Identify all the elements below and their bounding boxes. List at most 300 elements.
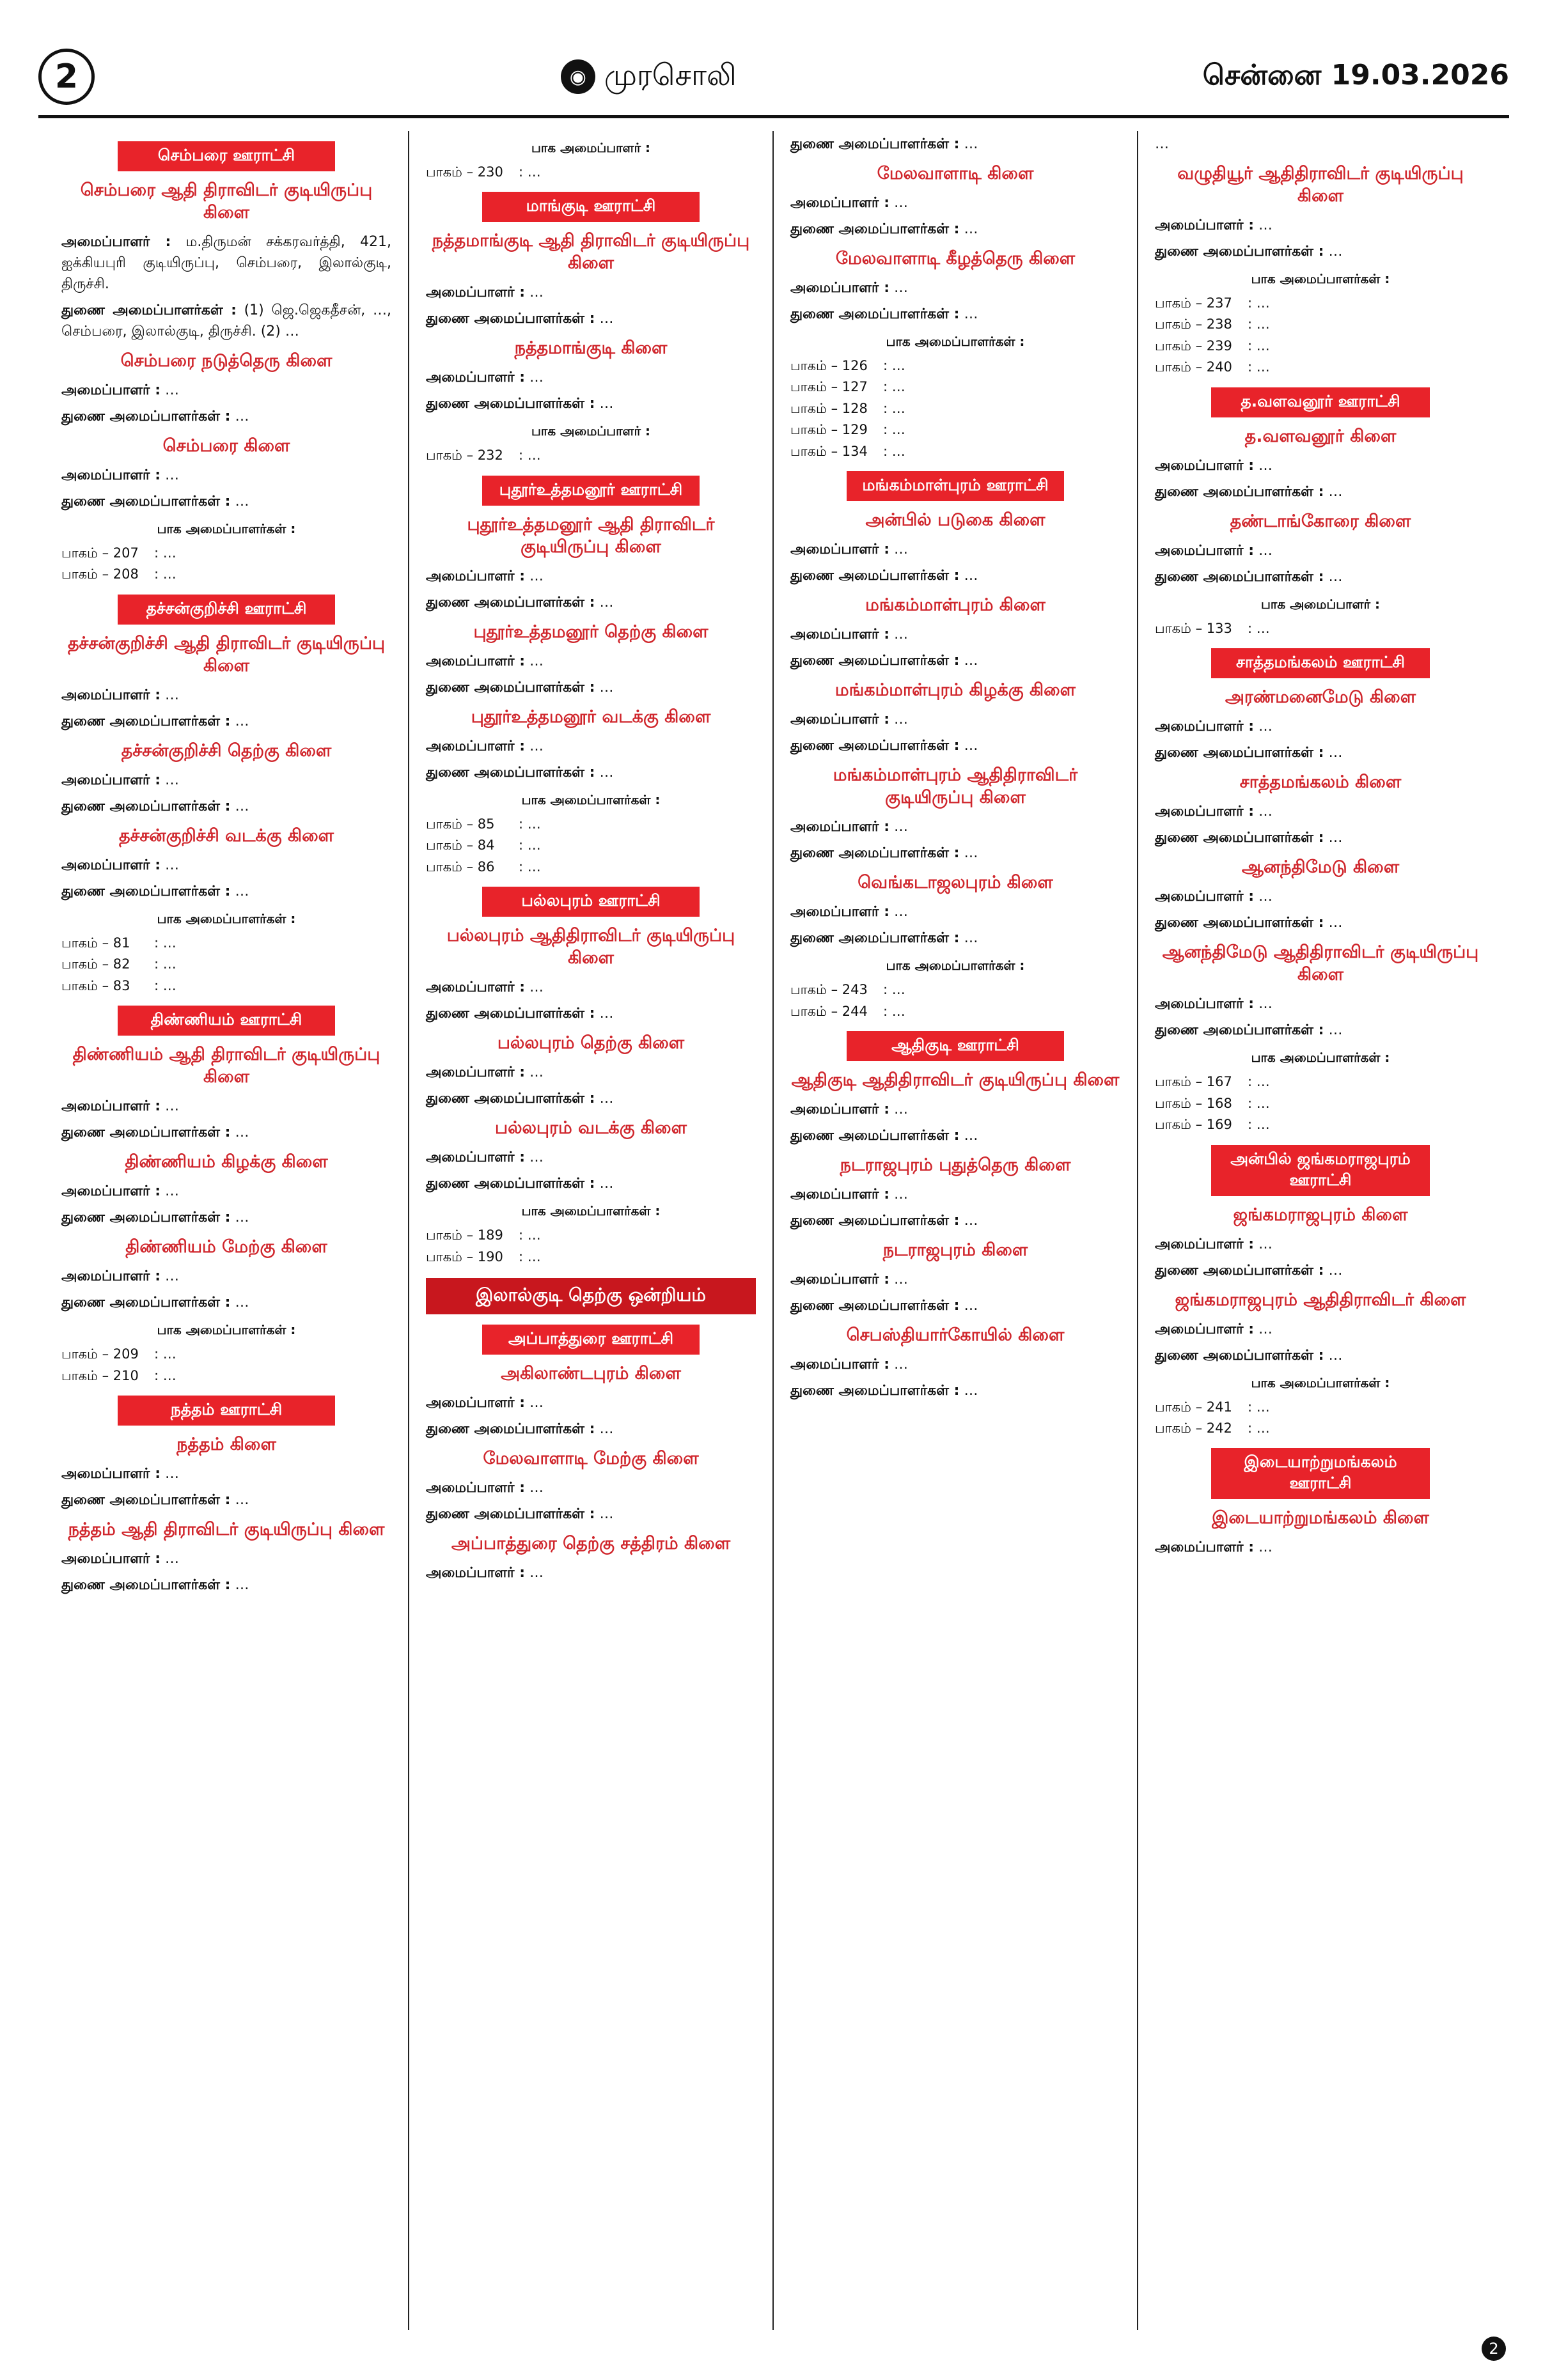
deputy-organizers-entry bbox=[61, 491, 391, 512]
role-label: துணை அமைப்பாளர்கள் : bbox=[61, 1124, 231, 1141]
part-number: பாகம் – 232 bbox=[426, 447, 503, 463]
role-label: அமைப்பாளர் : bbox=[426, 653, 526, 669]
part-entry bbox=[426, 1225, 756, 1245]
organizer-entry bbox=[61, 1181, 391, 1202]
organizer-entry bbox=[1155, 1234, 1486, 1255]
entry-text: … bbox=[235, 1492, 249, 1509]
part-text: : … bbox=[1248, 295, 1270, 311]
entry-text: … bbox=[235, 713, 249, 729]
role-label: அமைப்பாளர் : bbox=[426, 568, 526, 584]
entry-text: … bbox=[1328, 915, 1343, 931]
entry-text: … bbox=[894, 1272, 909, 1288]
part-text: : … bbox=[883, 443, 905, 459]
role-label: அமைப்பாளர் : bbox=[61, 234, 171, 250]
entry-text: … bbox=[165, 1551, 180, 1567]
organizer-entry bbox=[426, 1562, 756, 1583]
part-entry bbox=[1155, 619, 1486, 638]
part-entry bbox=[426, 162, 756, 182]
entry-text: … bbox=[529, 1395, 544, 1412]
organizer-entry bbox=[1155, 1319, 1486, 1340]
deputy-organizers-entry bbox=[426, 1419, 756, 1440]
branch-heading: தச்சன்குறிச்சி தெற்கு கிளை bbox=[121, 740, 332, 761]
organizer-entry bbox=[790, 816, 1120, 837]
role-label: துணை அமைப்பாளர்கள் : bbox=[790, 221, 960, 237]
branch-heading: தச்சன்குறிச்சி ஆதி திராவிடர் குடியிருப்பு கிளை bbox=[67, 633, 386, 676]
role-label: துணை அமைப்பாளர்கள் : bbox=[1155, 915, 1324, 931]
organizer-entry bbox=[61, 465, 391, 486]
deputy-organizers-entry bbox=[61, 711, 391, 732]
entry-text: … bbox=[1258, 996, 1273, 1013]
part-entry bbox=[61, 1366, 391, 1385]
deputy-organizers-entry bbox=[1155, 241, 1486, 262]
part-heading: பாக அமைப்பாளர்கள் : bbox=[157, 910, 296, 926]
role-label: துணை அமைப்பாளர்கள் : bbox=[790, 1128, 960, 1144]
branch-heading: வெங்கடாஜலபுரம் கிளை bbox=[858, 873, 1053, 893]
part-text: : … bbox=[154, 545, 176, 561]
panchayat-heading: இடையாற்றுமங்கலம் ஊராட்சி bbox=[1211, 1448, 1429, 1499]
union-heading: இலால்குடி தெற்கு ஒன்றியம் bbox=[426, 1278, 756, 1314]
role-label: அமைப்பாளர் : bbox=[61, 857, 161, 873]
entry-text: … bbox=[894, 541, 909, 558]
organizer-entry bbox=[1155, 716, 1486, 737]
entry-text: … bbox=[529, 1480, 544, 1497]
part-text: : … bbox=[883, 400, 905, 416]
entry-text: … bbox=[894, 712, 909, 728]
branch-heading: வழுதியூர் ஆதிதிராவிடர் குடியிருப்பு கிளை bbox=[1177, 164, 1464, 206]
entry-text: … bbox=[599, 1091, 614, 1107]
branch-heading: மங்கம்மாள்புரம் கிளை bbox=[865, 595, 1046, 616]
part-heading: பாக அமைப்பாளர்கள் : bbox=[521, 791, 661, 807]
entry-text: … bbox=[964, 221, 978, 237]
organizer-entry bbox=[1155, 993, 1486, 1015]
branch-heading: மேலவாளாடி கீழத்தெரு கிளை bbox=[835, 249, 1076, 268]
entry-text: … bbox=[1328, 568, 1343, 585]
role-label: அமைப்பாளர் : bbox=[1155, 996, 1255, 1013]
role-label: துணை அமைப்பாளர்கள் : bbox=[426, 679, 595, 696]
deputy-organizers-entry bbox=[61, 1292, 391, 1313]
role-label: துணை அமைப்பாளர்கள் : bbox=[1155, 745, 1324, 761]
panchayat-heading: நத்தம் ஊராட்சி bbox=[118, 1396, 335, 1426]
dateline: சென்னை 19.03.2026 bbox=[1202, 58, 1509, 91]
organizer-entry bbox=[790, 539, 1120, 560]
branch-heading: மேலவாளாடி கிளை bbox=[877, 164, 1034, 183]
organizer-entry bbox=[61, 1548, 391, 1569]
part-heading: பாக அமைப்பாளர்கள் : bbox=[157, 1322, 296, 1338]
organizer-entry bbox=[790, 901, 1120, 922]
role-label: அமைப்பாளர் : bbox=[426, 1480, 526, 1497]
entry-text: … bbox=[529, 979, 544, 996]
part-entry bbox=[1155, 357, 1486, 377]
entry-text: … bbox=[1258, 1539, 1273, 1556]
part-entry bbox=[790, 377, 1120, 396]
panchayat-heading: திண்ணியம் ஊராட்சி bbox=[118, 1006, 335, 1036]
branch-heading: செபஸ்தியார்கோயில் கிளை bbox=[846, 1325, 1065, 1346]
entry-text: … bbox=[599, 764, 614, 781]
entry-text: … bbox=[235, 883, 249, 899]
role-label: அமைப்பாளர் : bbox=[426, 1149, 526, 1166]
deputy-organizers-entry bbox=[790, 304, 1120, 325]
organizer-entry bbox=[426, 282, 756, 303]
role-label: துணை அமைப்பாளர்கள் : bbox=[790, 306, 960, 322]
part-number: பாகம் – 208 bbox=[61, 566, 139, 582]
entry-text: … bbox=[529, 1064, 544, 1081]
deputy-organizers-entry bbox=[61, 1489, 391, 1511]
entry-text: … bbox=[529, 568, 544, 584]
panchayat-heading: சாத்தமங்கலம் ஊராட்சி bbox=[1211, 648, 1429, 678]
entry-text: … bbox=[599, 1506, 614, 1523]
panchayat-heading: தச்சன்குறிச்சி ஊராட்சி bbox=[118, 595, 335, 625]
deputy-organizers-entry bbox=[1155, 912, 1486, 933]
entry-text: … bbox=[964, 653, 978, 669]
part-text: : … bbox=[519, 447, 541, 463]
deputy-organizers-entry bbox=[790, 1295, 1120, 1316]
organizer-entry bbox=[790, 1184, 1120, 1205]
entry-text: … bbox=[964, 1128, 978, 1144]
role-label: அமைப்பாளர் : bbox=[61, 772, 161, 788]
part-text: : … bbox=[883, 379, 905, 395]
role-label: துணை அமைப்பாளர்கள் : bbox=[1155, 244, 1324, 260]
entry-text: … bbox=[1258, 457, 1273, 474]
deputy-organizers-entry bbox=[61, 1575, 391, 1596]
part-text: : … bbox=[154, 1367, 176, 1383]
entry-text: … bbox=[1328, 483, 1343, 500]
masthead-rule bbox=[38, 115, 1509, 118]
part-number: பாகம் – 190 bbox=[426, 1248, 503, 1264]
organizer-entry bbox=[426, 651, 756, 672]
deputy-organizers-entry bbox=[1155, 1345, 1486, 1366]
part-number: பாகம் – 129 bbox=[790, 422, 868, 438]
role-label: அமைப்பாளர் : bbox=[426, 1565, 526, 1582]
panchayat-heading: புதூர்உத்தமனூர் ஊராட்சி bbox=[482, 476, 700, 506]
part-number: பாகம் – 134 bbox=[790, 443, 868, 459]
entry-text: … bbox=[235, 798, 249, 814]
footer-page-marker: 2 bbox=[1482, 2337, 1506, 2361]
branch-heading: புதூர்உத்தமனூர் ஆதி திராவிடர் குடியிருப்பு கிளை bbox=[467, 514, 715, 557]
part-text: : … bbox=[519, 859, 541, 875]
part-entry bbox=[61, 1344, 391, 1364]
part-entry bbox=[790, 420, 1120, 439]
part-entry bbox=[1155, 1094, 1486, 1113]
part-text: : … bbox=[883, 982, 905, 998]
part-number: பாகம் – 243 bbox=[790, 982, 868, 998]
branch-heading: ஆனந்திமேடு ஆதிதிராவிடர் குடியிருப்பு கிளை bbox=[1162, 942, 1479, 985]
entry-text: … bbox=[894, 819, 909, 836]
entry-text: … bbox=[599, 594, 614, 611]
organizer-entry bbox=[790, 192, 1120, 214]
role-label: துணை அமைப்பாளர்கள் : bbox=[426, 1006, 595, 1022]
part-text: : … bbox=[154, 1346, 176, 1362]
role-label: அமைப்பாளர் : bbox=[790, 904, 890, 921]
entry-text: … bbox=[964, 1298, 978, 1314]
part-text: : … bbox=[883, 358, 905, 373]
entry-text: … bbox=[1258, 804, 1273, 820]
column bbox=[1138, 131, 1503, 2330]
branch-heading: பல்லபுரம் வடக்கு கிளை bbox=[495, 1118, 687, 1139]
branch-heading: திண்ணியம் ஆதி திராவிடர் குடியிருப்பு கிளை bbox=[72, 1045, 380, 1087]
entry-text: … bbox=[235, 1124, 249, 1141]
role-label: துணை அமைப்பாளர்கள் : bbox=[426, 1091, 595, 1107]
role-label: அமைப்பாளர் : bbox=[1155, 1539, 1255, 1556]
role-label: அமைப்பாளர் : bbox=[1155, 542, 1255, 559]
organizer-entry bbox=[1155, 886, 1486, 907]
panchayat-heading: அப்பாத்துரை ஊராட்சி bbox=[482, 1325, 700, 1355]
branch-heading: அரண்மனைமேடு கிளை bbox=[1225, 687, 1416, 708]
entry-text: … bbox=[529, 369, 544, 386]
branch-heading: நத்தம் ஆதி திராவிடர் குடியிருப்பு கிளை bbox=[68, 1520, 385, 1540]
entry-text: … bbox=[599, 679, 614, 696]
role-label: துணை அமைப்பாளர்கள் : bbox=[426, 1421, 595, 1438]
part-number: பாகம் – 237 bbox=[1155, 295, 1232, 311]
part-text: : … bbox=[519, 1248, 541, 1264]
deputy-organizers-entry bbox=[426, 592, 756, 613]
deputy-organizers-entry bbox=[790, 843, 1120, 864]
branch-heading: நடராஜபுரம் கிளை bbox=[882, 1240, 1028, 1261]
role-label: அமைப்பாளர் : bbox=[426, 1064, 526, 1081]
branch-heading: புதூர்உத்தமனூர் தெற்கு கிளை bbox=[473, 621, 709, 642]
role-label: அமைப்பாளர் : bbox=[61, 1098, 161, 1115]
part-heading: பாக அமைப்பாளர் : bbox=[531, 423, 650, 439]
entry-text: … bbox=[235, 1209, 249, 1226]
role-label: துணை அமைப்பாளர்கள் : bbox=[790, 738, 960, 754]
part-text: : … bbox=[1248, 359, 1270, 375]
part-number: பாகம் – 128 bbox=[790, 400, 868, 416]
branch-heading: அப்பாத்துரை தெற்கு சத்திரம் கிளை bbox=[451, 1534, 731, 1554]
role-label: அமைப்பாளர் : bbox=[61, 687, 161, 703]
entry-text: … bbox=[1258, 1321, 1273, 1337]
part-number: பாகம் – 82 bbox=[61, 956, 130, 972]
part-number: பாகம் – 242 bbox=[1155, 1420, 1232, 1436]
role-label: அமைப்பாளர் : bbox=[1155, 1321, 1255, 1337]
role-label: அமைப்பாளர் : bbox=[61, 1551, 161, 1567]
organizer-entry bbox=[61, 855, 391, 876]
role-label: துணை அமைப்பாளர்கள் : bbox=[1155, 1022, 1324, 1039]
part-entry bbox=[61, 564, 391, 584]
organizer-entry bbox=[426, 566, 756, 587]
part-number: பாகம் – 84 bbox=[426, 837, 495, 853]
organizer-entry bbox=[790, 624, 1120, 645]
deputy-organizers-entry bbox=[1155, 481, 1486, 502]
role-label: துணை அமைப்பாளர்கள் : bbox=[1155, 1262, 1324, 1279]
branch-heading: நத்தமாங்குடி ஆதி திராவிடர் குடியிருப்பு கிளை bbox=[432, 231, 750, 274]
entry-text: … bbox=[165, 1183, 180, 1200]
part-text: : … bbox=[154, 566, 176, 582]
part-text: : … bbox=[883, 1003, 905, 1019]
part-heading: பாக அமைப்பாளர்கள் : bbox=[1251, 1050, 1390, 1066]
part-number: பாகம் – 189 bbox=[426, 1227, 503, 1243]
part-entry bbox=[426, 814, 756, 834]
part-entry bbox=[61, 933, 391, 953]
part-heading: பாக அமைப்பாளர்கள் : bbox=[886, 334, 1025, 349]
branch-heading: நத்தம் கிளை bbox=[176, 1435, 276, 1455]
part-number: பாகம் – 86 bbox=[426, 859, 495, 875]
deputy-organizers-entry bbox=[1155, 1020, 1486, 1041]
part-text: : … bbox=[519, 1227, 541, 1243]
column bbox=[409, 131, 774, 2330]
entry-text: … bbox=[165, 382, 180, 398]
branch-heading: செம்பரை ஆதி திராவிடர் குடியிருப்பு கிளை bbox=[80, 180, 373, 222]
entry-text: … bbox=[165, 1098, 180, 1115]
part-entry bbox=[1155, 1419, 1486, 1438]
role-label: துணை அமைப்பாளர்கள் : bbox=[61, 494, 231, 509]
organizer-entry bbox=[61, 770, 391, 791]
branch-heading: த.வளவனூர் கிளை bbox=[1244, 426, 1397, 446]
part-text: : … bbox=[154, 956, 176, 972]
entry-text: … bbox=[165, 772, 180, 788]
entry-text: … bbox=[165, 1466, 180, 1482]
deputy-organizers-entry bbox=[61, 881, 391, 902]
part-number: பாகம் – 169 bbox=[1155, 1117, 1232, 1133]
role-label: அமைப்பாளர் : bbox=[790, 1186, 890, 1203]
entry-text: … bbox=[1258, 719, 1273, 735]
panchayat-heading: செம்பரை ஊராட்சி bbox=[118, 141, 335, 171]
entry-text: … bbox=[1328, 745, 1343, 761]
role-label: அமைப்பாளர் : bbox=[790, 1272, 890, 1288]
deputy-organizers-entry bbox=[61, 406, 391, 427]
entry-text: … bbox=[529, 1149, 544, 1166]
brand bbox=[561, 58, 737, 97]
deputy-organizers-entry bbox=[426, 1173, 756, 1194]
role-label: அமைப்பாளர் : bbox=[426, 738, 526, 754]
organizer-entry bbox=[61, 1463, 391, 1484]
organizer-entry bbox=[790, 277, 1120, 299]
role-label: துணை அமைப்பாளர்கள் : bbox=[61, 302, 237, 318]
part-entry bbox=[1155, 315, 1486, 334]
organizer-entry bbox=[426, 1147, 756, 1168]
entry-text: … bbox=[964, 845, 978, 862]
branch-heading: திண்ணியம் கிழக்கு கிளை bbox=[125, 1152, 328, 1172]
deputy-organizers-entry bbox=[426, 308, 756, 329]
panchayat-heading: அன்பில் ஜங்கமராஜபுரம் ஊராட்சி bbox=[1211, 1145, 1429, 1196]
part-entry bbox=[790, 399, 1120, 418]
deputy-organizers-entry bbox=[61, 1122, 391, 1143]
part-text: : … bbox=[1248, 1095, 1270, 1111]
organizer-entry bbox=[1155, 540, 1486, 561]
entry-text: … bbox=[529, 284, 544, 301]
part-entry bbox=[61, 976, 391, 995]
panchayat-heading: மங்கம்மாள்புரம் ஊராட்சி bbox=[847, 471, 1064, 501]
deputy-organizers-entry bbox=[790, 1125, 1120, 1146]
role-label: அமைப்பாளர் : bbox=[1155, 217, 1255, 233]
organizer-entry bbox=[61, 685, 391, 706]
part-entry bbox=[790, 356, 1120, 375]
branch-heading: தண்டாங்கோரை கிளை bbox=[1230, 511, 1411, 531]
role-label: அமைப்பாளர் : bbox=[790, 626, 890, 643]
branch-heading: அகிலாண்டபுரம் கிளை bbox=[501, 1364, 681, 1384]
part-entry bbox=[1155, 1397, 1486, 1417]
entry-text: … bbox=[1258, 217, 1273, 233]
organizer-entry bbox=[1155, 215, 1486, 236]
part-entry bbox=[426, 857, 756, 876]
role-label: துணை அமைப்பாளர்கள் : bbox=[790, 1298, 960, 1314]
part-text: : … bbox=[519, 816, 541, 832]
role-label: அமைப்பாளர் : bbox=[790, 280, 890, 296]
role-label: அமைப்பாளர் : bbox=[790, 1357, 890, 1373]
part-number: பாகம் – 133 bbox=[1155, 620, 1232, 636]
branch-heading: மங்கம்மாள்புரம் ஆதிதிராவிடர் குடியிருப்பு கிளை bbox=[833, 765, 1078, 808]
part-number: பாகம் – 167 bbox=[1155, 1074, 1232, 1090]
role-label: துணை அமைப்பாளர்கள் : bbox=[61, 1209, 231, 1226]
part-number: பாகம் – 241 bbox=[1155, 1399, 1232, 1415]
part-entry bbox=[1155, 293, 1486, 313]
column bbox=[774, 131, 1138, 2330]
branch-heading: இடையாற்றுமங்கலம் கிளை bbox=[1212, 1508, 1429, 1528]
role-label: துணை அமைப்பாளர்கள் : bbox=[426, 311, 595, 327]
deputy-organizers-entry bbox=[426, 1088, 756, 1109]
organizer-entry bbox=[426, 1062, 756, 1083]
organizer-entry bbox=[1155, 1537, 1486, 1558]
part-entry bbox=[61, 543, 391, 563]
role-label: துணை அமைப்பாளர்கள் : bbox=[426, 764, 595, 781]
entry-text: … bbox=[235, 1577, 249, 1594]
entry-text: … bbox=[529, 653, 544, 669]
part-number: பாகம் – 210 bbox=[61, 1367, 139, 1383]
entry-text: … bbox=[964, 1383, 978, 1399]
entry-text: (1) ஜெ.ஜெகதீசன், …, செம்பரை, இலால்குடி, திருச்சி. (2) … bbox=[61, 302, 391, 339]
deputy-organizers-entry bbox=[426, 762, 756, 783]
branch-heading: மேலவாளாடி மேற்கு கிளை bbox=[483, 1449, 699, 1469]
part-text: : … bbox=[154, 935, 176, 951]
role-label: அமைப்பாளர் : bbox=[61, 382, 161, 398]
role-label: துணை அமைப்பாளர்கள் : bbox=[1155, 568, 1324, 585]
entry-text: … bbox=[1258, 542, 1273, 559]
deputy-organizers-entry bbox=[790, 219, 1120, 240]
role-label: அமைப்பாளர் : bbox=[790, 712, 890, 728]
branch-heading: நடராஜபுரம் புதுத்தெரு கிளை bbox=[840, 1155, 1071, 1176]
part-number: பாகம் – 126 bbox=[790, 358, 868, 373]
masthead bbox=[38, 45, 1509, 109]
text-line: … bbox=[1155, 136, 1169, 152]
deputy-organizers-entry bbox=[790, 735, 1120, 756]
branch-heading: சாத்தமங்கலம் கிளை bbox=[1239, 772, 1402, 793]
organizer-entry bbox=[61, 231, 391, 295]
organizer-entry bbox=[790, 709, 1120, 730]
part-text: : … bbox=[154, 977, 176, 993]
deputy-organizers-entry bbox=[790, 928, 1120, 949]
branch-heading: புதூர்உத்தமனூர் வடக்கு கிளை bbox=[471, 706, 711, 727]
deputy-organizers-entry bbox=[1155, 742, 1486, 763]
role-label: துணை அமைப்பாளர்கள் : bbox=[426, 396, 595, 412]
organizer-entry bbox=[790, 1354, 1120, 1375]
branch-heading: செம்பரை கிளை bbox=[162, 436, 290, 456]
entry-text: … bbox=[599, 311, 614, 327]
role-label: துணை அமைப்பாளர்கள் : bbox=[1155, 483, 1324, 500]
part-heading: பாக அமைப்பாளர் : bbox=[531, 140, 650, 155]
role-label: அமைப்பாளர் : bbox=[790, 195, 890, 211]
entry-text: … bbox=[964, 1213, 978, 1229]
role-label: துணை அமைப்பாளர்கள் : bbox=[1155, 1347, 1324, 1364]
part-text: : … bbox=[1248, 316, 1270, 332]
part-entry bbox=[426, 446, 756, 465]
organizer-entry bbox=[426, 367, 756, 388]
part-entry bbox=[1155, 336, 1486, 355]
part-heading: பாக அமைப்பாளர் : bbox=[1260, 596, 1380, 612]
entry-text: … bbox=[894, 1101, 909, 1118]
article-columns bbox=[45, 131, 1503, 2330]
deputy-organizers-entry bbox=[790, 1210, 1120, 1231]
role-label: அமைப்பாளர் : bbox=[1155, 719, 1255, 735]
part-text: : … bbox=[1248, 1074, 1270, 1090]
organizer-entry bbox=[426, 1392, 756, 1413]
part-number: பாகம் – 127 bbox=[790, 379, 868, 395]
deputy-organizers-entry bbox=[426, 1504, 756, 1525]
role-label: அமைப்பாளர் : bbox=[1155, 889, 1255, 905]
branch-heading: பல்லபுரம் ஆதிதிராவிடர் குடியிருப்பு கிளை bbox=[446, 926, 735, 968]
part-number: பாகம் – 83 bbox=[61, 977, 130, 993]
role-label: துணை அமைப்பாளர்கள் : bbox=[426, 594, 595, 611]
part-text: : … bbox=[883, 422, 905, 438]
entry-text: … bbox=[894, 626, 909, 643]
part-number: பாகம் – 244 bbox=[790, 1003, 868, 1019]
